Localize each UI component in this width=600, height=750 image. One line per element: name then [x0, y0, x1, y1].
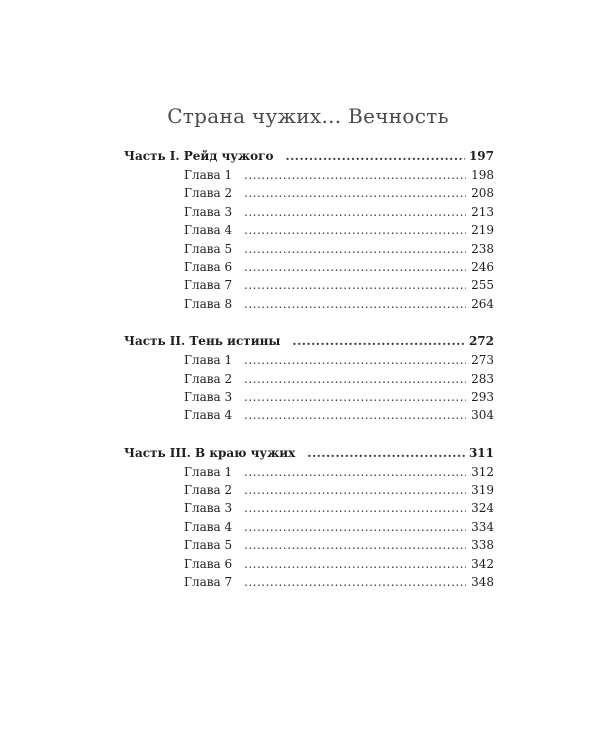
toc-chapter-entry[interactable]: [124, 166, 494, 184]
dot-leader: [244, 240, 466, 258]
toc-chapter-entry[interactable]: [124, 481, 494, 499]
toc-page-number: 319: [471, 483, 494, 498]
toc-page-number: 283: [471, 371, 494, 386]
toc-chapter-label: Глава 4: [184, 519, 233, 534]
toc-chapter-label: Глава 4: [184, 223, 233, 238]
toc-page-number: 264: [471, 296, 494, 311]
toc-page-number: 348: [471, 575, 494, 590]
toc-page-number: 324: [471, 501, 494, 516]
toc-page-number: 208: [471, 186, 494, 201]
toc-chapter-label: Глава 2: [184, 186, 233, 201]
toc-chapter-label: Глава 7: [184, 278, 233, 293]
dot-leader: [244, 203, 466, 221]
toc-chapter-entry[interactable]: [124, 536, 494, 554]
dot-leader: [285, 146, 464, 166]
dot-leader: [244, 406, 466, 424]
toc-chapter-label: Глава 2: [184, 371, 233, 386]
toc-page-number: 312: [471, 464, 494, 479]
toc-chapter-entry[interactable]: [124, 221, 494, 239]
toc-part-label: Часть III. В краю чужих: [124, 445, 296, 460]
toc-page-number: 273: [471, 353, 494, 368]
toc-chapter-label: Глава 3: [184, 389, 233, 404]
toc-part-3: [124, 443, 494, 592]
toc-chapter-entry[interactable]: [124, 555, 494, 573]
toc-chapter-entry[interactable]: [124, 203, 494, 221]
toc-part-label: Часть II. Тень истины: [124, 334, 281, 349]
toc-chapter-label: Глава 3: [184, 501, 233, 516]
toc-chapter-label: Глава 2: [184, 483, 233, 498]
toc-page-number: 198: [471, 168, 494, 182]
dot-leader: [244, 481, 466, 499]
toc-page-number: 219: [471, 223, 494, 238]
toc-chapter-entry[interactable]: [124, 295, 494, 313]
toc-chapter-entry[interactable]: [124, 370, 494, 388]
dot-leader: [244, 221, 466, 239]
toc-chapter-entry[interactable]: [124, 518, 494, 536]
toc-page-number: 272: [468, 334, 494, 349]
toc-page-number: 255: [471, 278, 494, 293]
toc-page-number: 304: [471, 408, 494, 423]
toc-part-label: Часть I. Рейд чужого: [124, 149, 274, 163]
toc-chapter-entry[interactable]: [124, 240, 494, 258]
dot-leader: [292, 331, 465, 351]
toc-page-number: 342: [471, 556, 494, 571]
toc-chapter-label: Глава 4: [184, 408, 233, 423]
toc-chapter-label: Глава 3: [184, 204, 233, 219]
toc-chapter-label: Глава 1: [184, 464, 233, 479]
toc-chapter-entry[interactable]: [124, 499, 494, 517]
toc-page-number: 338: [471, 538, 494, 553]
page-title: Страна чужих... Вечность: [167, 104, 449, 128]
dot-leader: [244, 295, 466, 313]
dot-leader: [244, 351, 466, 369]
toc-part-heading[interactable]: [124, 331, 494, 351]
toc-page-number: 311: [468, 445, 494, 460]
dot-leader: [244, 555, 466, 573]
toc-part-heading[interactable]: [124, 146, 494, 166]
toc-chapter-entry[interactable]: [124, 276, 494, 294]
dot-leader: [244, 388, 466, 406]
toc-chapter-label: Глава 1: [184, 353, 233, 368]
toc-page-number: 238: [471, 241, 494, 256]
toc-page-number: 197: [468, 149, 494, 163]
dot-leader: [244, 499, 466, 517]
toc-chapter-entry[interactable]: [124, 388, 494, 406]
toc-chapter-entry[interactable]: [124, 258, 494, 276]
toc-page-number: 334: [471, 519, 494, 534]
toc-chapter-label: Глава 7: [184, 575, 233, 590]
toc-part-2: [124, 331, 494, 425]
dot-leader: [244, 536, 466, 554]
toc-chapter-entry[interactable]: [124, 573, 494, 591]
toc-part-heading[interactable]: [124, 443, 494, 463]
toc-chapter-entry[interactable]: [124, 351, 494, 369]
dot-leader: [244, 184, 466, 202]
toc-page-number: 246: [471, 259, 494, 274]
toc-page-number: 213: [471, 204, 494, 219]
table-of-contents: [124, 146, 494, 609]
toc-chapter-entry[interactable]: [124, 184, 494, 202]
toc-chapter-entry[interactable]: [124, 406, 494, 424]
toc-chapter-label: Глава 6: [184, 259, 233, 274]
dot-leader: [244, 518, 466, 536]
dot-leader: [244, 276, 466, 294]
toc-chapter-label: Глава 5: [184, 241, 233, 256]
dot-leader: [244, 166, 466, 184]
toc-part-1: [124, 146, 494, 313]
dot-leader: [244, 573, 466, 591]
toc-chapter-entry[interactable]: [124, 463, 494, 481]
toc-chapter-label: Глава 5: [184, 538, 233, 553]
toc-page-number: 293: [471, 389, 494, 404]
dot-leader: [244, 370, 466, 388]
toc-chapter-label: Глава 1: [184, 168, 233, 182]
dot-leader: [244, 463, 466, 481]
toc-chapter-label: Глава 6: [184, 556, 233, 571]
dot-leader: [244, 258, 466, 276]
dot-leader: [307, 443, 465, 463]
toc-chapter-label: Глава 8: [184, 296, 233, 311]
